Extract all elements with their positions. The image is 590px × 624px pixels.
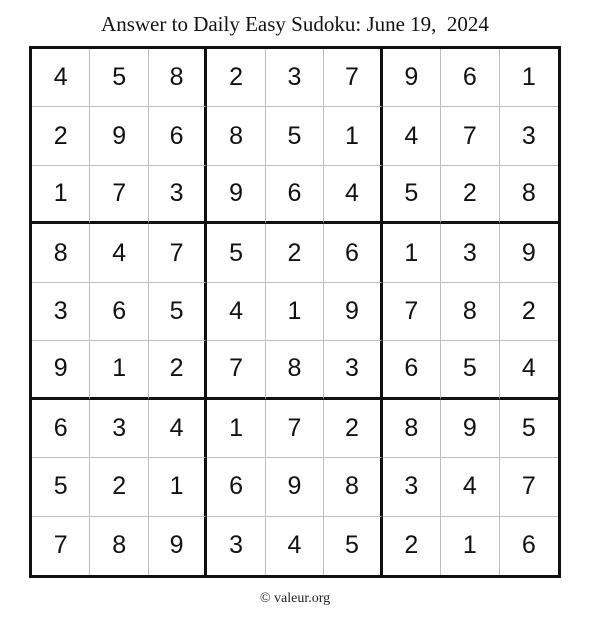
sudoku-cell: 3 [149, 166, 207, 224]
sudoku-cell: 4 [149, 400, 207, 458]
sudoku-cell: 6 [149, 107, 207, 165]
sudoku-cell: 4 [32, 49, 90, 107]
sudoku-cell: 1 [32, 166, 90, 224]
sudoku-cell: 7 [32, 517, 90, 575]
sudoku-cell: 1 [324, 107, 382, 165]
sudoku-cell: 4 [90, 224, 148, 282]
sudoku-cell: 4 [441, 458, 499, 516]
sudoku-cell: 3 [32, 283, 90, 341]
sudoku-cell: 6 [90, 283, 148, 341]
sudoku-cell: 2 [32, 107, 90, 165]
sudoku-cell: 1 [266, 283, 324, 341]
puzzle-title: Answer to Daily Easy Sudoku: June 19, 2024 [101, 12, 489, 36]
sudoku-cell: 2 [149, 341, 207, 399]
sudoku-cell: 5 [32, 458, 90, 516]
sudoku-cell: 5 [90, 49, 148, 107]
sudoku-cell: 6 [32, 400, 90, 458]
sudoku-cell: 9 [383, 49, 441, 107]
sudoku-cell: 1 [500, 49, 558, 107]
sudoku-cell: 2 [383, 517, 441, 575]
sudoku-cell: 9 [500, 224, 558, 282]
sudoku-cell: 5 [266, 107, 324, 165]
sudoku-cell: 7 [500, 458, 558, 516]
sudoku-cell: 3 [324, 341, 382, 399]
sudoku-cell: 3 [441, 224, 499, 282]
sudoku-cell: 3 [90, 400, 148, 458]
sudoku-cell: 9 [324, 283, 382, 341]
sudoku-cell: 8 [207, 107, 265, 165]
sudoku-cell: 9 [266, 458, 324, 516]
sudoku-cell: 4 [324, 166, 382, 224]
sudoku-cell: 4 [500, 341, 558, 399]
sudoku-cell: 2 [266, 224, 324, 282]
sudoku-cell: 5 [383, 166, 441, 224]
sudoku-cell: 2 [441, 166, 499, 224]
sudoku-cell: 8 [266, 341, 324, 399]
copyright-footer: © valeur.org [259, 591, 331, 606]
sudoku-grid [29, 46, 561, 578]
sudoku-cell: 1 [441, 517, 499, 575]
sudoku-cell: 7 [149, 224, 207, 282]
sudoku-cell: 5 [207, 224, 265, 282]
sudoku-cell: 6 [441, 49, 499, 107]
sudoku-cell: 2 [324, 400, 382, 458]
sudoku-cell: 2 [90, 458, 148, 516]
sudoku-cell: 2 [207, 49, 265, 107]
sudoku-cell: 1 [383, 224, 441, 282]
sudoku-cell: 2 [500, 283, 558, 341]
sudoku-cell: 5 [441, 341, 499, 399]
sudoku-cell: 9 [149, 517, 207, 575]
sudoku-cell: 3 [207, 517, 265, 575]
sudoku-cell: 8 [324, 458, 382, 516]
sudoku-cell: 7 [441, 107, 499, 165]
sudoku-cell: 5 [324, 517, 382, 575]
sudoku-cell: 3 [500, 107, 558, 165]
sudoku-cell: 9 [441, 400, 499, 458]
sudoku-cell: 5 [149, 283, 207, 341]
sudoku-cell: 8 [383, 400, 441, 458]
sudoku-cell: 8 [441, 283, 499, 341]
sudoku-cell: 8 [90, 517, 148, 575]
sudoku-cell: 9 [207, 166, 265, 224]
sudoku-cell: 6 [207, 458, 265, 516]
sudoku-cell: 4 [383, 107, 441, 165]
sudoku-cell: 9 [90, 107, 148, 165]
sudoku-cell: 8 [149, 49, 207, 107]
sudoku-cell: 7 [383, 283, 441, 341]
sudoku-cell: 7 [324, 49, 382, 107]
sudoku-cell: 6 [521, 531, 536, 560]
sudoku-cell: 6 [266, 166, 324, 224]
sudoku-cell: 7 [266, 400, 324, 458]
sudoku-cell: 9 [32, 341, 90, 399]
sudoku-cell: 3 [266, 49, 324, 107]
sudoku-cell: 6 [383, 341, 441, 399]
sudoku-cell: 7 [90, 166, 148, 224]
sudoku-cell: 1 [207, 400, 265, 458]
sudoku-cell: 8 [32, 224, 90, 282]
sudoku-cell: 3 [383, 458, 441, 516]
sudoku-cell: 1 [90, 341, 148, 399]
sudoku-cell: 8 [500, 166, 558, 224]
sudoku-cell: 1 [149, 458, 207, 516]
sudoku-cell: 4 [266, 517, 324, 575]
sudoku-cell: 4 [207, 283, 265, 341]
sudoku-cell: 6 [324, 224, 382, 282]
sudoku-cell: 7 [207, 341, 265, 399]
sudoku-cell: 5 [500, 400, 558, 458]
